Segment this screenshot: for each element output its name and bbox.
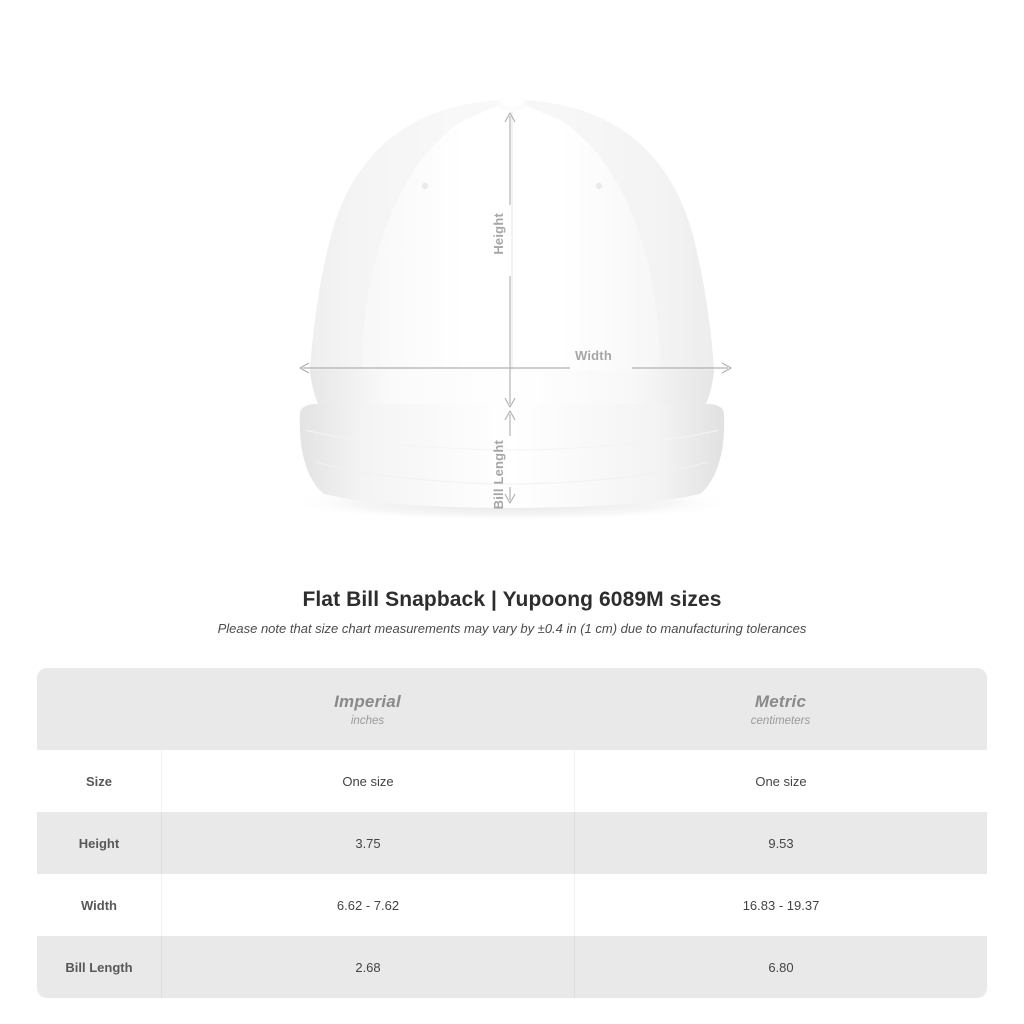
height-dimension-label: Height — [491, 213, 506, 255]
bill-length-label-line2: Lenght — [491, 440, 506, 485]
cell-width-imperial: 6.62 - 7.62 — [161, 874, 574, 936]
header-empty-cell — [37, 668, 161, 750]
bill-length-dimension-label — [492, 440, 506, 509]
bill-length-label-line1: Bill — [491, 488, 506, 510]
cell-height-imperial: 3.75 — [161, 812, 574, 874]
metric-system-name: Metric — [754, 691, 807, 711]
table-row — [37, 874, 987, 936]
tolerance-note: Please note that size chart measurements may vary by ±0.4 in (1 cm) due to manufacturing tolerances — [217, 621, 807, 636]
cell-bill-length-metric: 6.80 — [574, 936, 987, 998]
row-label-size: Size — [85, 773, 112, 789]
width-dimension-label: Width — [575, 348, 612, 363]
table-header-row — [37, 668, 987, 750]
header-metric — [574, 668, 987, 750]
size-chart-table — [37, 668, 987, 998]
cell-size-metric: One size — [574, 750, 987, 812]
row-label-width: Width — [81, 897, 117, 913]
title-block — [0, 588, 1024, 636]
cell-width-metric: 16.83 - 19.37 — [574, 874, 987, 936]
header-imperial — [161, 668, 574, 750]
table-row — [37, 936, 987, 998]
cell-height-metric: 9.53 — [574, 812, 987, 874]
row-label-height: Height — [37, 812, 161, 874]
table-row — [37, 812, 987, 874]
cell-size-imperial: One size — [161, 750, 574, 812]
imperial-unit-name: inches — [350, 714, 385, 727]
page-title: Flat Bill Snapback | Yupoong 6089M sizes — [302, 588, 722, 611]
imperial-system-name: Imperial — [334, 691, 401, 711]
cell-bill-length-imperial: 2.68 — [161, 936, 574, 998]
row-label-bill-length: Bill Length — [37, 936, 161, 998]
table-row — [37, 750, 987, 812]
metric-unit-name: centimeters — [750, 714, 811, 727]
